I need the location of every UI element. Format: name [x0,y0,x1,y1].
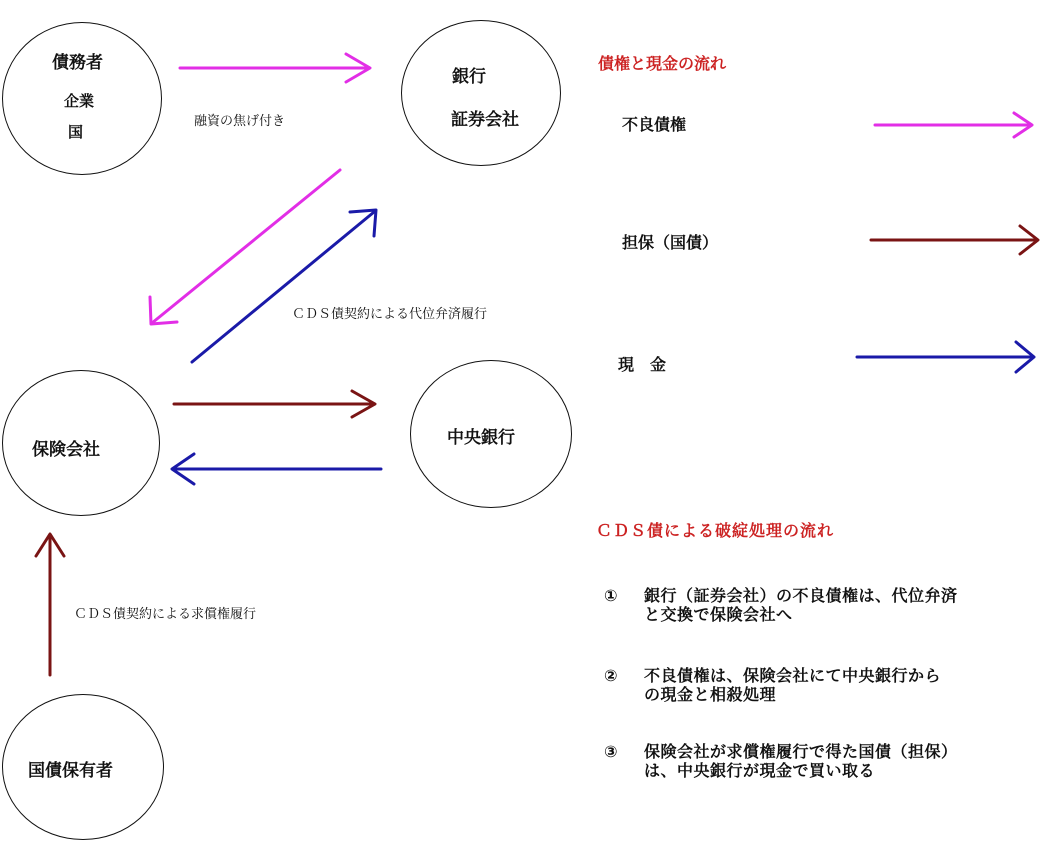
arrow-insurer-to-central-bank [174,391,375,417]
edge-label-loan-default: 融資の焦げ付き [194,114,286,129]
node-bank [401,20,561,166]
process-title: ＣＤＳ債による破綻処理の流れ [596,521,835,540]
legend-title: 債権と現金の流れ [598,54,727,73]
legend-label-bad-debt: 不良債権 [622,115,687,134]
arrow-central-bank-to-insurer [172,454,381,484]
process-step-1 [604,586,1034,624]
node-insurer-label: 保険会社 [32,440,100,460]
edge-label-cds-subrogation: ＣＤＳ債契約による代位弁済履行 [292,307,488,322]
legend-arrow-cash [857,342,1034,372]
arrow-bank-to-insurer [150,170,340,324]
legend-label-collateral: 担保（国債） [622,233,719,252]
process-step-3 [604,742,1034,780]
process-step-1-line-1: 銀行（証券会社）の不良債権は、代位弁済 [644,586,958,605]
process-step-3-number: ③ [604,742,619,761]
arrow-insurer-to-bank [192,210,376,362]
legend-arrow-bad-debt [875,113,1032,137]
node-bondholder-label: 国債保有者 [28,761,113,781]
process-step-3-line-1: 保険会社が求償権履行で得た国債（担保） [644,742,958,761]
process-step-2-line-2: の現金と相殺処理 [644,685,777,704]
legend-label-cash: 現 金 [618,355,667,374]
node-debtor-label: 債務者 [52,53,103,73]
process-step-2-line-1: 不良債権は、保険会社にて中央銀行から [644,666,942,685]
process-step-1-number: ① [604,586,619,605]
legend-arrow-collateral [871,226,1038,254]
arrow-bondholder-to-insurer [36,534,64,675]
arrow-debtor-to-bank [180,54,370,82]
edge-label-cds-claim: ＣＤＳ債契約による求償権履行 [74,607,257,622]
node-bank-label: 銀行 [452,67,486,87]
node-debtor-sub-state: 国 [68,123,84,141]
process-step-2 [604,666,1034,704]
process-step-2-number: ② [604,666,619,685]
node-debtor-sub-company: 企業 [64,92,95,110]
node-bank-sub-label: 証券会社 [451,110,519,130]
node-central-bank-label: 中央銀行 [447,428,515,448]
process-step-3-line-2: は、中央銀行が現金で買い取る [644,761,876,780]
process-step-1-line-2: と交換で保険会社へ [644,605,793,624]
